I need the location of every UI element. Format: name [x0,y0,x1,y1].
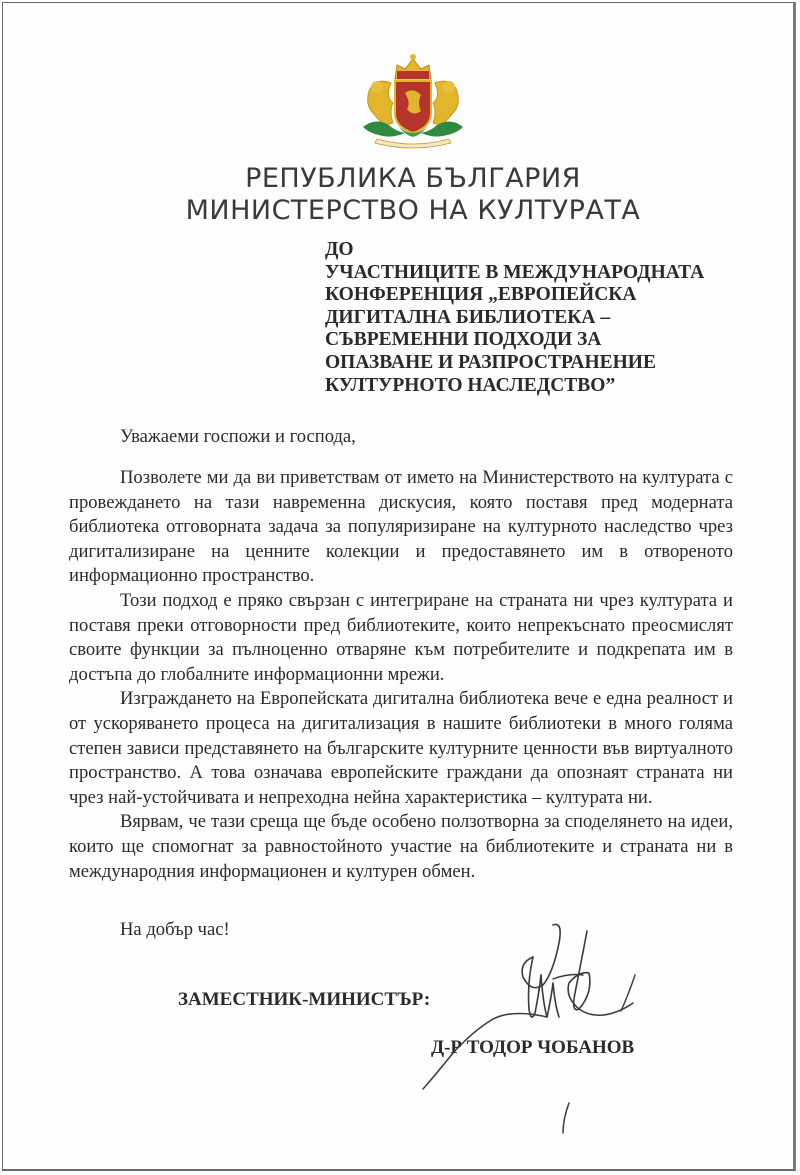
address-line: КОНФЕРЕНЦИЯ „ЕВРОПЕЙСКА [325,284,637,306]
paragraph: Този подход е пряко свързан с интегриране на страната ни чрез културата и поставя преки отговорности пред библиотеките, които непрекъснато преосмислят своите функции за пълноценно отваряне към потребителите и подкрепата им в достъпа до глобалните информационни мрежи. [69,589,733,685]
letter-body [69,466,733,884]
address-line: ДО [325,239,354,260]
signatory-name: Д-Р ТОДОР ЧОБАНОВ [431,1037,635,1058]
address-line: ОПАЗВАНЕ И РАЗПРОСТРАНЕНИЕ [325,351,656,373]
closing-line: На добър час! [120,919,230,940]
address-line: КУЛТУРНОТО НАСЛЕДСТВО” [325,374,616,396]
address-line: УЧАСТНИЦИТЕ В МЕЖДУНАРОДНАТА [325,261,705,283]
letterhead-ministry: МИНИСТЕРСТВО НА КУЛТУРАТА [185,195,641,226]
handwritten-signature-icon [403,913,663,1153]
address-line: ДИГИТАЛНА БИБЛИОТЕКА – [325,306,611,328]
paragraph: Позволете ми да ви приветствам от името на Министерството на културата с провеждането на тази навременна дискусия, която поставя пред модерната библиотека отговорната задача за популяризиране на културното наследство чрез дигитализиране на ценните колекции и предоставянето им в отвореното информационно пространство. [69,467,733,587]
address-block [325,239,704,397]
address-line: СЪВРЕМЕННИ ПОДХОДИ ЗА [325,329,602,351]
paragraph: Изграждането на Европейската дигитална библиотека вече е една реалност и от ускоряването процеса на дигитализация в нашите библиотеки в много голяма степен зависи представянето на българските културните ценности във виртуалното пространство. А това означава европейските граждани да опознаят страната ни чрез най-устойчивата и непреходна нейна характеристика – културата ни. [69,688,733,808]
greeting: Уважаеми госпожи и господа, [120,426,356,447]
letterhead-country: РЕПУБЛИКА БЪЛГАРИЯ [245,163,581,194]
signatory-title: ЗАМЕСТНИК-МИНИСТЪР: [178,989,431,1010]
letter-page [2,2,796,1171]
paragraph: Вярвам, че тази среща ще бъде особено ползотворна за споделянето на идеи, които ще спомогнат за равностойното участие на библиотеките и страната ни в международния информационен и културен обмен. [69,811,733,882]
bulgarian-coat-of-arms-icon [355,47,471,151]
